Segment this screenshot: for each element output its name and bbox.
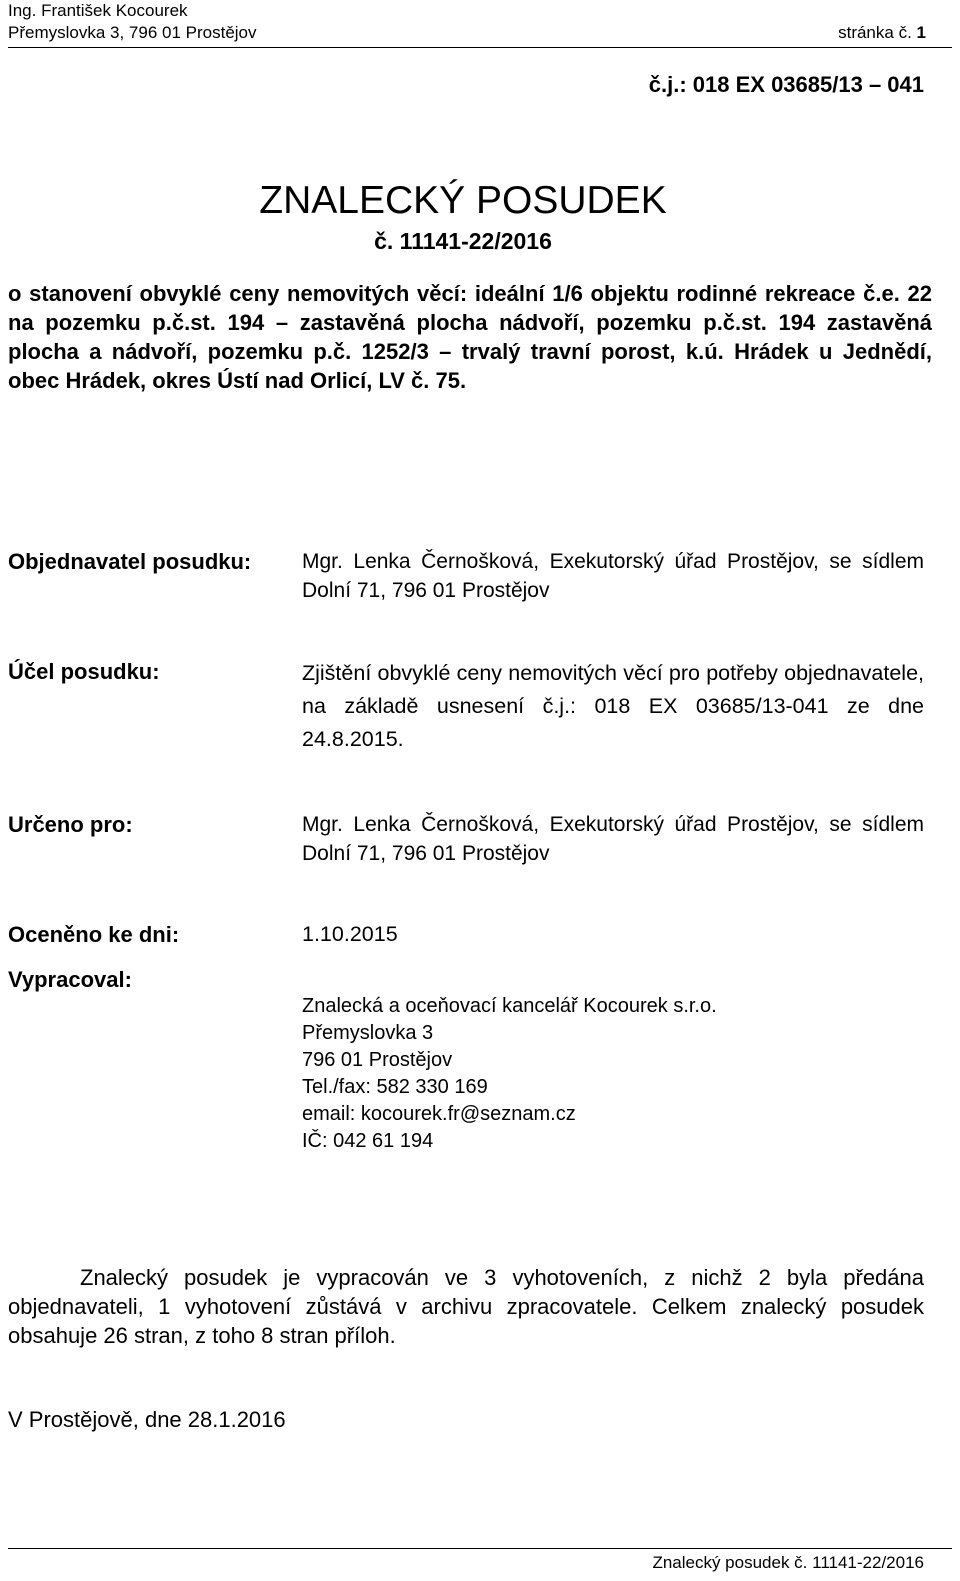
header-author: Ing. František Kocourek bbox=[8, 1, 188, 20]
footer-rule bbox=[8, 1548, 952, 1549]
client-label: Objednavatel posudku: bbox=[8, 549, 252, 574]
page-indicator bbox=[838, 22, 926, 44]
prepared-block bbox=[302, 993, 924, 1155]
closing-text: Znalecký posudek je vypracován ve 3 vyhotoveních, z nichž 2 byla předána objednavateli, 1 vyhotovení zůstává v archivu zpracovatele. Celkem znalecký posudek obsahuje 26 stran, z toho 8 stran příloh. bbox=[8, 1265, 924, 1348]
prepared-company: Znalecká a oceňovací kancelář Kocourek s.r.o. bbox=[302, 995, 717, 1017]
valued-value: 1.10.2015 bbox=[302, 922, 398, 946]
footer-text: Znalecký posudek č. 11141-22/2016 bbox=[652, 1553, 924, 1572]
case-number: č.j.: 018 EX 03685/13 – 041 bbox=[648, 72, 924, 97]
prepared-email: email: kocourek.fr@seznam.cz bbox=[302, 1103, 576, 1125]
document-number: č. 11141-22/2016 bbox=[374, 228, 552, 254]
document-title: ZNALECKÝ POSUDEK bbox=[259, 179, 667, 222]
page-label: stránka č. bbox=[838, 23, 912, 42]
intended-label: Určeno pro: bbox=[8, 812, 133, 837]
prepared-city: 796 01 Prostějov bbox=[302, 1049, 453, 1071]
page-number: 1 bbox=[916, 23, 926, 42]
purpose-label: Účel posudku: bbox=[8, 659, 160, 684]
place-date: V Prostějově, dne 28.1.2016 bbox=[8, 1407, 286, 1432]
valued-label: Oceněno ke dni: bbox=[8, 922, 180, 947]
header-address: Přemyslovka 3, 796 01 Prostějov bbox=[8, 23, 257, 42]
prepared-street: Přemyslovka 3 bbox=[302, 1022, 434, 1044]
prepared-phone: Tel./fax: 582 330 169 bbox=[302, 1076, 488, 1098]
header-rule bbox=[8, 47, 952, 48]
subject-paragraph: o stanovení obvyklé ceny nemovitých věcí: ideální 1/6 objektu rodinné rekreace č.e. 22 na pozemku p.č.st. 194 – zastavěná plocha nádvoří, pozemku p.č.st. 194 zastavěná plocha a nádvoří, pozemku p.č. 1252/3 – trvalý travní porost, k.ú. Hrádek u Jednědí, obec Hrádek, okres Ústí nad Orlicí, LV č. 75. bbox=[8, 281, 932, 393]
prepared-label: Vypracoval: bbox=[8, 967, 132, 992]
client-value: Mgr. Lenka Černošková, Exekutorský úřad Prostějov, se sídlem Dolní 71, 796 01 Prostějov bbox=[302, 550, 924, 602]
intended-value: Mgr. Lenka Černošková, Exekutorský úřad Prostějov, se sídlem Dolní 71, 796 01 Prostějov bbox=[302, 813, 924, 865]
purpose-value: Zjištění obvyklé ceny nemovitých věcí pro potřeby objednavatele, na základě usnesení č.j.: 018 EX 03685/13-041 ze dne 24.8.2015. bbox=[302, 661, 924, 751]
prepared-id: IČ: 042 61 194 bbox=[302, 1130, 434, 1152]
closing-paragraph bbox=[8, 1263, 924, 1350]
